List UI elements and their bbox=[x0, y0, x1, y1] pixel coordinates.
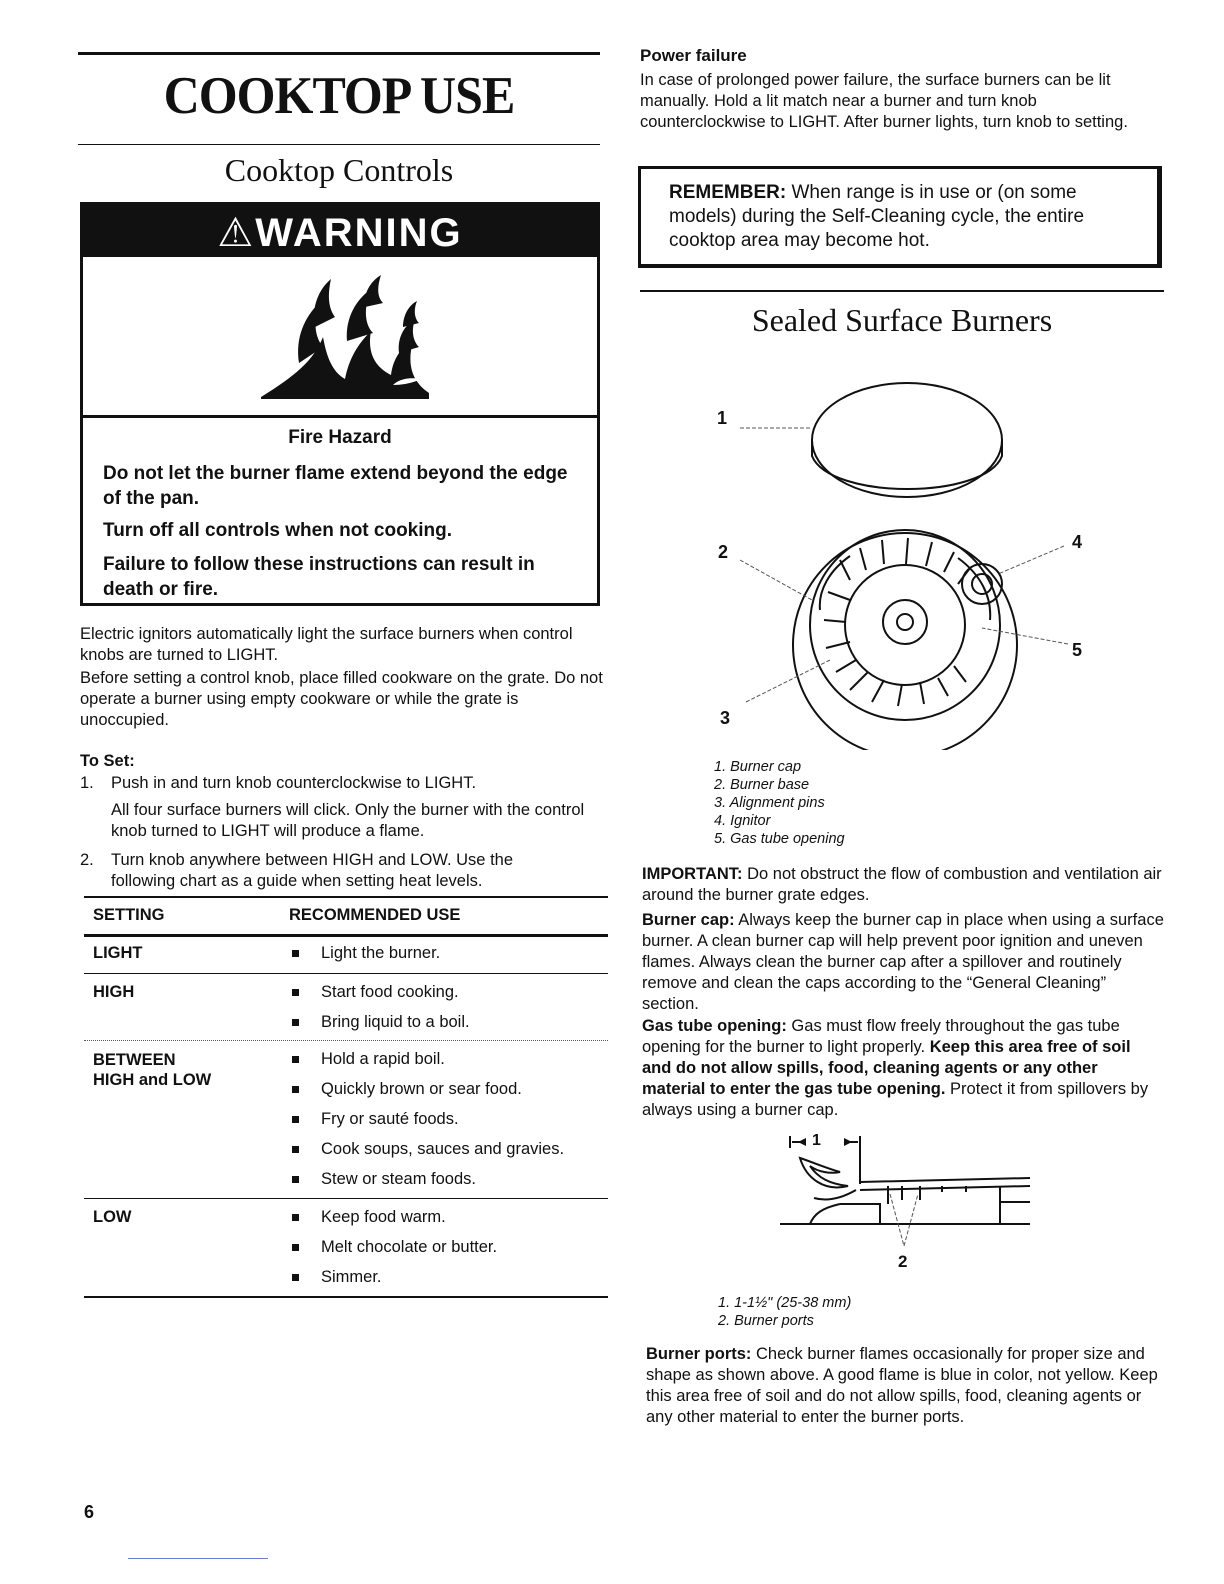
step-number: 2. bbox=[80, 851, 94, 869]
important-paragraph bbox=[642, 864, 1164, 906]
flame-label: 2 bbox=[898, 1252, 908, 1271]
warning-box bbox=[80, 202, 600, 606]
step-number: 1. bbox=[80, 774, 94, 792]
step-text: Turn knob anywhere between HIGH and LOW. Use the following chart as a guide when setting heat levels. bbox=[111, 851, 514, 890]
bullet-icon bbox=[292, 1274, 299, 1281]
table-use-cell: Hold a rapid boil. bbox=[321, 1050, 445, 1068]
warning-line: Turn off all controls when not cooking. bbox=[103, 520, 453, 541]
table-header-rule bbox=[84, 934, 608, 937]
warning-line: Failure to follow these instructions can result in death or fire. bbox=[103, 554, 535, 600]
table-use-cell: Fry or sauté foods. bbox=[321, 1110, 459, 1128]
section-title: COOKTOP USE bbox=[163, 65, 515, 125]
burner-diagram bbox=[700, 360, 1100, 750]
warning-line: Do not let the burner flame extend beyond the edge of the pan. bbox=[103, 463, 568, 509]
gas-tube-text: Protect it from spillovers by always using a burner cap. bbox=[642, 1080, 1149, 1119]
diagram-label: 3 bbox=[720, 708, 731, 728]
table-use-cell: Light the burner. bbox=[321, 944, 441, 962]
burner-cap-text: Always keep the burner cap in place when using a surface burner. A clean burner cap will help prevent poor ignition and uneven flames. Always clean the burner cap after a spillover and routinely remove and clean the caps according to the “General Cleaning” section. bbox=[642, 911, 1164, 1013]
burner-ports-paragraph bbox=[646, 1344, 1164, 1428]
table-use-cell: Quickly brown or sear food. bbox=[321, 1080, 522, 1098]
table-setting-cell: BETWEEN HIGH and LOW bbox=[93, 1051, 212, 1089]
burner-cap-label: Burner cap: bbox=[642, 911, 735, 929]
diagram-caption: 2. Burner base bbox=[714, 777, 810, 793]
table-use-cell: Melt chocolate or butter. bbox=[321, 1238, 498, 1256]
bullet-icon bbox=[292, 989, 299, 996]
power-failure-text: In case of prolonged power failure, the surface burners can be lit manually. Hold a lit match near a burner and turn knob counterclockwise to LIGHT. After burner lights, turn knob to setting. bbox=[640, 71, 1128, 131]
table-use-cell: Cook soups, sauces and gravies. bbox=[321, 1140, 565, 1158]
top-rule-left bbox=[78, 52, 600, 55]
table-header-setting: SETTING bbox=[93, 906, 165, 924]
table-setting-cell: LOW bbox=[93, 1208, 132, 1226]
bullet-icon bbox=[292, 1116, 299, 1123]
table-row-rule bbox=[84, 1040, 608, 1041]
page-number: 6 bbox=[84, 1502, 95, 1522]
subsection-title: Cooktop Controls bbox=[224, 152, 454, 188]
gas-tube-warning: Keep this area free of soil and do not allow spills, food, cleaning agents or any other material to enter the gas tube opening. bbox=[642, 1038, 1131, 1098]
flame-diagram bbox=[770, 1128, 1040, 1268]
bullet-icon bbox=[292, 1244, 299, 1251]
flame-label: 1 bbox=[812, 1132, 821, 1149]
bullet-icon bbox=[292, 950, 299, 957]
table-setting-cell: HIGH bbox=[93, 983, 135, 1001]
diagram-caption: 3. Alignment pins bbox=[714, 795, 825, 811]
table-row-rule bbox=[84, 973, 608, 974]
burner-ports-text: Check burner flames occasionally for proper size and shape as shown above. A good flame is blue in color, not yellow. Keep this area free of soil and do not allow spills, food, cleaning agents or any other material to enter the burner ports. bbox=[646, 1345, 1158, 1426]
table-use-cell: Stew or steam foods. bbox=[321, 1170, 476, 1188]
sealed-burners-title: Sealed Surface Burners bbox=[751, 302, 1053, 338]
bullet-icon bbox=[292, 1176, 299, 1183]
power-failure-heading: Power failure bbox=[640, 46, 747, 65]
flame-caption: 2. Burner ports bbox=[718, 1313, 814, 1329]
bullet-icon bbox=[292, 1086, 299, 1093]
intro-paragraph: Electric ignitors automatically light the surface burners when control knobs are turned to LIGHT. bbox=[80, 625, 573, 664]
diagram-label: 4 bbox=[1072, 532, 1083, 552]
gas-tube-text: Gas must flow freely throughout the gas tube opening for the burner to light properly. bbox=[642, 1017, 1120, 1056]
important-label: IMPORTANT: bbox=[642, 865, 743, 883]
fire-icon bbox=[253, 267, 433, 407]
table-use-cell: Keep food warm. bbox=[321, 1208, 446, 1226]
warning-banner: ⚠WARNING bbox=[83, 205, 597, 257]
gas-tube-label: Gas tube opening: bbox=[642, 1017, 787, 1035]
table-row-rule bbox=[84, 1198, 608, 1199]
burner-ports-label: Burner ports: bbox=[646, 1345, 752, 1363]
diagram-caption: 4. Ignitor bbox=[714, 813, 771, 829]
remember-body: When range is in use or (on some models) during the Self-Cleaning cycle, the entire cooktop area may become hot. bbox=[669, 182, 1085, 251]
table-use-cell: Start food cooking. bbox=[321, 983, 459, 1001]
fire-hazard-title: Fire Hazard bbox=[288, 427, 392, 448]
warning-divider bbox=[83, 415, 597, 418]
gas-tube-paragraph bbox=[642, 1016, 1164, 1121]
diagram-label: 1 bbox=[717, 408, 728, 428]
table-top-rule bbox=[84, 896, 608, 898]
to-set-heading: To Set: bbox=[80, 752, 135, 770]
table-use-cell: Bring liquid to a boil. bbox=[321, 1013, 470, 1031]
remember-text bbox=[669, 181, 1139, 253]
intro-paragraph: Before setting a control knob, place filled cookware on the grate. Do not operate a burner using empty cookware or while the grate is unoccupied. bbox=[80, 669, 603, 729]
burner-cap-paragraph bbox=[642, 910, 1164, 1015]
bullet-icon bbox=[292, 1146, 299, 1153]
important-text: Do not obstruct the flow of combustion and ventilation air around the burner grate edges. bbox=[642, 865, 1162, 904]
footer-rule bbox=[128, 1558, 268, 1559]
diagram-label: 2 bbox=[718, 542, 729, 562]
table-header-use: RECOMMENDED USE bbox=[289, 906, 461, 924]
table-bottom-rule bbox=[84, 1296, 608, 1298]
title-rule bbox=[78, 144, 600, 145]
flame-caption: 1. 1-1½" (25-38 mm) bbox=[718, 1295, 852, 1311]
diagram-label: 5 bbox=[1072, 640, 1083, 660]
bullet-icon bbox=[292, 1019, 299, 1026]
bullet-icon bbox=[292, 1214, 299, 1221]
bullet-icon bbox=[292, 1056, 299, 1063]
remember-box bbox=[638, 166, 1162, 268]
remember-label: REMEMBER: bbox=[669, 182, 787, 203]
step-text: Push in and turn knob counterclockwise to LIGHT. bbox=[111, 774, 477, 792]
diagram-caption: 5. Gas tube opening bbox=[714, 831, 845, 847]
sealed-rule bbox=[640, 290, 1164, 292]
table-use-cell: Simmer. bbox=[321, 1268, 382, 1286]
step-note: All four surface burners will click. Only the burner with the control knob turned to LIGHT will produce a flame. bbox=[111, 801, 585, 840]
table-setting-cell: LIGHT bbox=[93, 944, 143, 962]
diagram-caption: 1. Burner cap bbox=[714, 759, 802, 775]
